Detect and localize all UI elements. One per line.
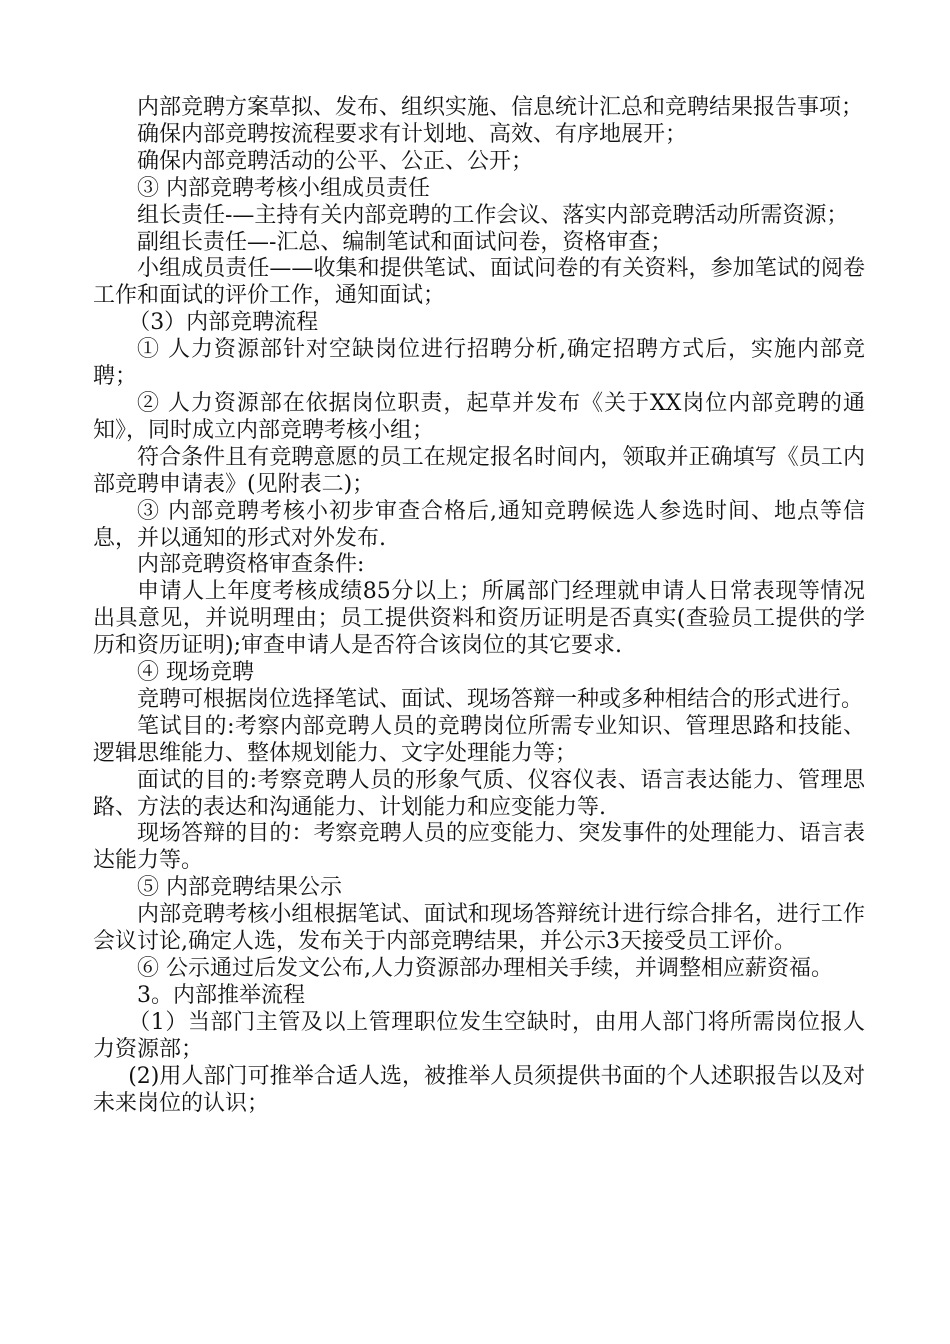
paragraph: 现场答辩的目的：考察竞聘人员的应变能力、突发事件的处理能力、语言表达能力等。	[93, 821, 865, 874]
paragraph: 申请人上年度考核成绩85分以上；所属部门经理就申请人日常表现等情况出具意见，并说明理由；员工提供资料和资历证明是否真实(查验员工提供的学历和资历证明);审查申请人是否符合该岗位的其它要求.	[93, 579, 865, 659]
paragraph: 副组长责任—-汇总、编制笔试和面试问卷，资格审查；	[137, 229, 673, 255]
paragraph: 确保内部竞聘按流程要求有计划地、高效、有序地展开；	[137, 121, 688, 147]
paragraph: 小组成员责任——收集和提供笔试、面试问卷的有关资料，参加笔试的阅卷工作和面试的评价工作，通知面试；	[93, 256, 865, 309]
paragraph: 内部竞聘资格审查条件:	[137, 552, 365, 578]
paragraph: 确保内部竞聘活动的公平、公正、公开；	[137, 148, 534, 174]
paragraph: （1）当部门主管及以上管理职位发生空缺时，由用人部门将所需岗位报人力资源部；	[93, 1009, 865, 1062]
paragraph: 面试的目的:考察竞聘人员的形象气质、仪容仪表、语言表达能力、管理思路、方法的表达和沟通能力、计划能力和应变能力等.	[93, 767, 865, 820]
document-body	[93, 95, 865, 1117]
section-heading: ④ 现场竞聘	[137, 660, 254, 686]
section-heading: （3）内部竞聘流程	[128, 310, 319, 336]
paragraph: 符合条件且有竞聘意愿的员工在规定报名时间内，领取并正确填写《员工内部竞聘申请表》(见附表二)；	[93, 444, 865, 497]
paragraph: ③ 内部竞聘考核小初步审查合格后,通知竞聘候选人参选时间、地点等信息，并以通知的形式对外发布.	[93, 498, 865, 551]
paragraph: (2)用人部门可推举合适人选，被推举人员须提供书面的个人述职报告以及对未来岗位的认识；	[93, 1063, 865, 1116]
paragraph: 组长责任-—主持有关内部竞聘的工作会议、落实内部竞聘活动所需资源；	[137, 202, 849, 228]
section-heading: ⑤ 内部竞聘结果公示	[137, 875, 342, 901]
paragraph: 内部竞聘考核小组根据笔试、面试和现场答辩统计进行综合排名，进行工作会议讨论,确定人选，发布关于内部竞聘结果，并公示3天接受员工评价。	[93, 902, 865, 955]
section-heading: ③ 内部竞聘考核小组成员责任	[137, 175, 430, 201]
paragraph: 竞聘可根据岗位选择笔试、面试、现场答辩一种或多种相结合的形式进行。	[137, 686, 864, 712]
paragraph: ① 人力资源部针对空缺岗位进行招聘分析,确定招聘方式后，实施内部竞聘；	[93, 337, 865, 390]
paragraph: 内部竞聘方案草拟、发布、组织实施、信息统计汇总和竞聘结果报告事项；	[137, 95, 864, 120]
paragraph: 笔试目的:考察内部竞聘人员的竞聘岗位所需专业知识、管理思路和技能、逻辑思维能力、整体规划能力、文字处理能力等；	[93, 713, 865, 766]
section-heading: 3。内部推举流程	[137, 982, 305, 1008]
paragraph: ② 人力资源部在依据岗位职责，起草并发布《关于XX岗位内部竞聘的通知》，同时成立内部竞聘考核小组；	[93, 390, 865, 443]
paragraph: ⑥ 公示通过后发文公布,人力资源部办理相关手续，并调整相应薪资福。	[137, 956, 833, 981]
